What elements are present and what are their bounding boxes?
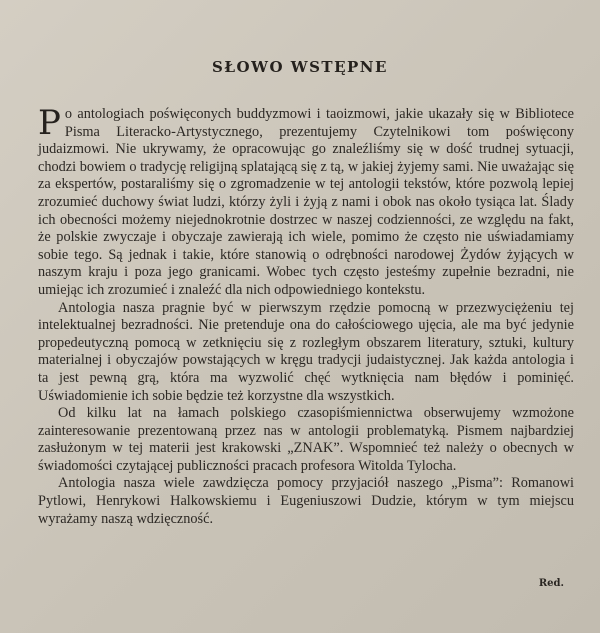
paragraph-3: Od kilku lat na łamach polskiego czasopiśmiennictwa obserwujemy wzmożone zainteresowanie prezentowaną przez nas w antologii problematyką. Pismem najbardziej zasłużonym w tej materii jest krakowski „ZNAK”. Wspomnieć też należy o obecnych w świadomości czytającej publiczności pracach profesora Witolda Tylocha. [38, 405, 574, 474]
page-title: SŁOWO WSTĘPNE [212, 58, 388, 76]
paragraph-4: Antologia nasza wiele zawdzięcza pomocy przyjaciół naszego „Pisma”: Romanowi Pytlowi, Henrykowi Halkowskiemu i Eugeniuszowi Dudzie, którym w tym miejscu wyrażamy naszą wdzięczność. [38, 475, 574, 527]
signature: Red. [538, 578, 564, 589]
paragraph-2: Antologia nasza pragnie być w pierwszym rzędzie pomocną w przezwyciężeniu tej intelektualnej bezradności. Nie pretenduje ona do całościowego ujęcia, ale ma być jedynie propedeutyczną pomocą w zetknięciu się z rozległym obszarem literatury, sztuki, kultury materialnej i obyczajów powstających w kręgu tradycji judaistycznej. Jak każda antologia i ta jest pewną grą, która ma wyzwolić chęć wytknięcia nam błędów i pominięć. Uświadomienie ich sobie będzie też korzystne dla wszystkich. [38, 299, 574, 404]
paragraph-1-text: o antologiach poświęconych buddyzmowi i taoizmowi, jakie ukazały się w Bibliotece Pisma Literacko-Artystycznego, prezentujemy Czytelnikowi tom poświęcony judaizmowi. Nie ukrywamy, że opracowując go znaleźliśmy się w dość trudnej sytuacji, chodzi bowiem o tradycję religijną splatającą się z tą, w jakiej żyjemy sami. Nie uważając się za ekspertów, postaraliśmy się o zgromadzenie w tej antologii tekstów, które pozwolą lepiej zrozumieć duchowy świat ludzi, którzy żyli i żyją z nami i obok nas około tysiąca lat. Ślady ich obecności możemy niejednokrotnie dostrzec w naszej codzienności, ze względu na fakt, że polskie zwyczaje i obyczaje zawierają ich wiele, pomimo że często nie uświadamiamy sobie tego. Są jednak i takie, które stanowią o odrębności narodowej Żydów żyjących w naszym kraju i poza jego granicami. Wobec tych często jesteśmy zupełnie bezradni, nie umiejąc ich zrozumieć i znaleźć dla nich odpowiedniego kontekstu. [38, 106, 574, 298]
body-text [38, 103, 574, 528]
paragraph-1 [38, 103, 574, 300]
drop-cap: P [38, 103, 61, 143]
